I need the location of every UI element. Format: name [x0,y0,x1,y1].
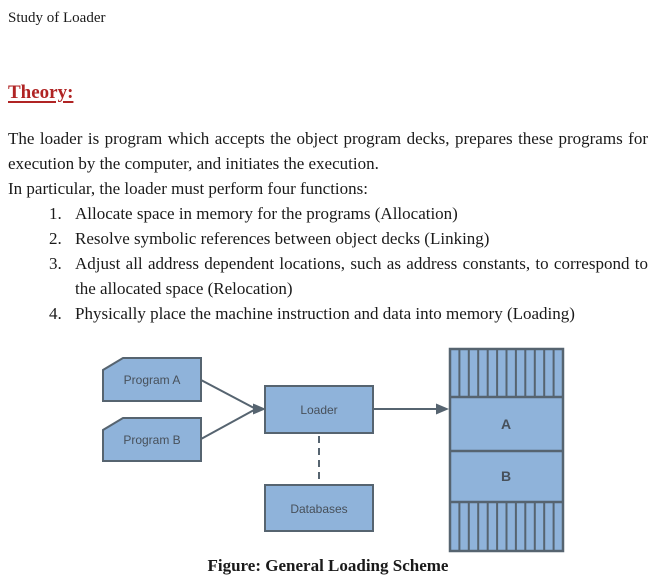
functions-intro: In particular, the loader must perform four functions: [8,179,368,198]
figure-caption: Figure: General Loading Scheme [207,556,449,575]
functions-list [8,201,648,326]
program-a-label: Program A [123,373,181,387]
databases-label: Databases [290,502,348,516]
loading-scheme-diagram [8,338,648,553]
memory-segment-a-label: A [500,416,512,432]
section-heading-theory: Theory: [8,82,74,103]
memory-segment-b-label: B [500,468,512,484]
function-item-allocation: Allocate space in memory for the programs (Allocation) [75,204,458,223]
document-title: Study of Loader [8,10,106,26]
intro-paragraph: The loader is program which accepts the object program decks, prepares these programs for execution by the computer, and initiates the execution. [8,129,648,173]
function-item-linking: Resolve symbolic references between object decks (Linking) [75,229,490,248]
arrow-program-b-to-loader [201,410,254,439]
program-b-label: Program B [123,433,181,447]
function-item-relocation: Adjust all address dependent locations, such as address constants, to correspond to the allocated space (Relocation) [75,254,648,298]
loader-label: Loader [300,403,338,417]
arrowhead-into-memory [436,404,449,415]
arrow-program-a-to-loader [201,380,254,408]
function-item-loading: Physically place the machine instruction and data into memory (Loading) [75,304,575,323]
